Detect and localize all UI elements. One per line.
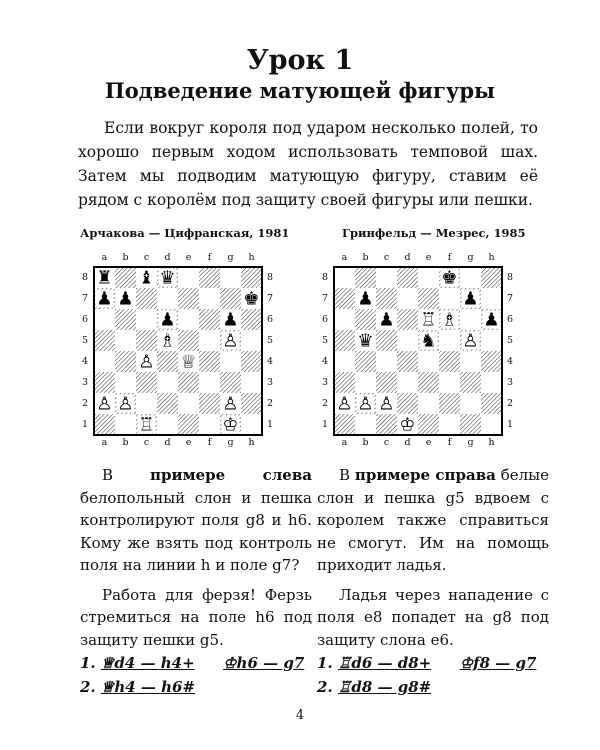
left-paragraph-2: Работа для ферзя! Ферзь стремиться на поле h6 под защиту пешки g5. <box>80 585 312 649</box>
file-label: c <box>143 437 150 448</box>
black-queen-icon: ♛ <box>357 330 374 352</box>
intro-text <box>78 116 538 212</box>
dark-square <box>397 309 418 330</box>
black-bishop-icon: ♝ <box>138 267 155 289</box>
rank-label: 7 <box>506 293 514 304</box>
light-square <box>241 414 262 435</box>
white-bishop-icon: ♗ <box>441 309 458 331</box>
dark-square <box>199 351 220 372</box>
file-label: c <box>143 252 150 263</box>
page-number: 4 <box>295 708 305 723</box>
light-square <box>199 414 220 435</box>
dark-square <box>355 309 376 330</box>
chessboard <box>92 265 264 437</box>
rank-label: 2 <box>266 398 274 409</box>
dark-square <box>355 267 376 288</box>
file-label: h <box>248 437 255 448</box>
rank-label: 5 <box>506 335 514 346</box>
file-label: d <box>404 437 411 448</box>
light-square <box>439 330 460 351</box>
black-pawn-icon: ♟ <box>378 309 395 331</box>
dark-square <box>481 267 502 288</box>
dark-square <box>334 372 355 393</box>
light-square <box>115 330 136 351</box>
file-label: b <box>122 252 129 263</box>
black-pawn-icon: ♟ <box>159 309 176 331</box>
white-bishop-icon: ♗ <box>159 330 176 352</box>
black-rook-icon: ♜ <box>96 267 113 289</box>
dark-square <box>241 267 262 288</box>
file-label: e <box>425 437 432 448</box>
right-white-move-2: ♖d8 — g8# <box>337 678 432 696</box>
dark-square <box>460 372 481 393</box>
right-paragraph-2: Ладья через нападение с поля e8 попадет на g8 под защиту слона e6. <box>317 585 549 649</box>
light-square <box>376 351 397 372</box>
left-chess-diagram <box>77 250 277 450</box>
white-rook-icon: ♖ <box>420 309 437 331</box>
file-label: b <box>362 437 369 448</box>
white-pawn-icon: ♙ <box>222 393 239 415</box>
left-black-move-1: ♔h6 — g7 <box>223 654 305 672</box>
rank-label: 3 <box>506 377 514 388</box>
light-square <box>334 309 355 330</box>
dark-square <box>376 414 397 435</box>
light-square <box>94 351 115 372</box>
light-square <box>418 393 439 414</box>
light-square <box>178 267 199 288</box>
dark-square <box>136 372 157 393</box>
dark-square <box>241 351 262 372</box>
file-label: d <box>404 252 411 263</box>
left-paragraph-1: В примере слева белопольный слон и пешка контролируют поля g8 и h6. Кому же взять под контроль поля на линии h и поле g7? <box>80 466 312 574</box>
left-white-move-2: ♕h4 — h6# <box>100 678 196 696</box>
dark-square <box>178 330 199 351</box>
light-square <box>376 267 397 288</box>
dark-square <box>199 393 220 414</box>
dark-square <box>418 372 439 393</box>
rank-label: 4 <box>266 356 274 367</box>
dark-square <box>355 351 376 372</box>
light-square <box>334 351 355 372</box>
light-square <box>334 267 355 288</box>
light-square <box>199 372 220 393</box>
white-queen-icon: ♕ <box>180 351 197 373</box>
white-pawn-icon: ♙ <box>336 393 353 415</box>
dark-square <box>220 372 241 393</box>
right-move-line-1: 1. ♖d6 — d8+ ♔f8 — g7 <box>317 654 537 672</box>
light-square <box>397 372 418 393</box>
rank-label: 2 <box>321 398 329 409</box>
dark-square <box>220 288 241 309</box>
light-square <box>355 372 376 393</box>
intro-paragraph: Если вокруг короля под ударом несколько полей, то хорошо первым ходом использовать темповой шах. Затем мы подводим матующую фигуру, ставим её рядом с королём под защиту своей фигуры или пешки. <box>78 119 538 209</box>
light-square <box>115 372 136 393</box>
rank-label: 3 <box>266 377 274 388</box>
right-black-move-1: ♔f8 — g7 <box>459 654 537 672</box>
black-king-icon: ♚ <box>441 267 458 289</box>
left-diagram-caption: Арчакова — Цифранская, 1981 <box>80 226 290 240</box>
dark-square <box>397 267 418 288</box>
rank-label: 6 <box>81 314 89 325</box>
dark-square <box>460 414 481 435</box>
light-square <box>481 414 502 435</box>
dark-square <box>178 414 199 435</box>
file-label: e <box>185 252 192 263</box>
rank-label: 8 <box>321 272 329 283</box>
chessboard <box>332 265 504 437</box>
file-label: b <box>362 252 369 263</box>
light-square <box>136 309 157 330</box>
dark-square <box>418 414 439 435</box>
light-square <box>199 288 220 309</box>
file-label: a <box>101 437 108 448</box>
file-label: a <box>341 437 348 448</box>
light-square <box>115 414 136 435</box>
dark-square <box>199 267 220 288</box>
file-label: a <box>101 252 108 263</box>
dark-square <box>115 351 136 372</box>
light-square <box>439 414 460 435</box>
file-label: h <box>248 252 255 263</box>
light-square <box>418 267 439 288</box>
rank-label: 8 <box>81 272 89 283</box>
light-square <box>157 372 178 393</box>
left-move-line-1: 1. ♕d4 — h4+ ♔h6 — g7 <box>80 654 305 672</box>
file-label: f <box>207 437 212 448</box>
rank-labels-right <box>504 267 516 435</box>
light-square <box>178 393 199 414</box>
rank-label: 6 <box>266 314 274 325</box>
black-pawn-icon: ♟ <box>96 288 113 310</box>
rank-label: 1 <box>266 419 274 430</box>
dark-square <box>115 309 136 330</box>
dark-square <box>439 351 460 372</box>
file-label: e <box>425 252 432 263</box>
file-label: b <box>122 437 129 448</box>
dark-square <box>397 393 418 414</box>
light-square <box>460 393 481 414</box>
black-pawn-icon: ♟ <box>462 288 479 310</box>
black-pawn-icon: ♟ <box>117 288 134 310</box>
light-square <box>355 414 376 435</box>
white-pawn-icon: ♙ <box>138 351 155 373</box>
file-label: c <box>383 437 390 448</box>
dark-square <box>94 414 115 435</box>
white-pawn-icon: ♙ <box>222 330 239 352</box>
light-square <box>397 330 418 351</box>
right-white-move-1: ♖d6 — d8+ <box>337 654 432 672</box>
black-knight-icon: ♞ <box>420 330 437 352</box>
rank-labels-left <box>319 267 331 435</box>
black-pawn-icon: ♟ <box>357 288 374 310</box>
rank-label: 2 <box>81 398 89 409</box>
white-pawn-icon: ♙ <box>96 393 113 415</box>
dark-square <box>334 414 355 435</box>
light-square <box>178 309 199 330</box>
rank-labels-right <box>264 267 276 435</box>
dark-square <box>178 288 199 309</box>
dark-square <box>334 288 355 309</box>
black-pawn-icon: ♟ <box>483 309 500 331</box>
right-move-line-2: 2. ♖d8 — g8# <box>317 678 432 696</box>
light-square <box>136 393 157 414</box>
dark-square <box>481 351 502 372</box>
white-pawn-icon: ♙ <box>462 330 479 352</box>
light-square <box>94 309 115 330</box>
rank-label: 7 <box>321 293 329 304</box>
dark-square <box>199 309 220 330</box>
rank-label: 4 <box>81 356 89 367</box>
rank-labels-left <box>79 267 91 435</box>
light-square <box>481 288 502 309</box>
file-label: c <box>383 252 390 263</box>
dark-square <box>241 393 262 414</box>
light-square <box>397 288 418 309</box>
file-label: f <box>447 437 452 448</box>
rank-label: 1 <box>506 419 514 430</box>
rank-label: 3 <box>81 377 89 388</box>
rank-label: 6 <box>506 314 514 325</box>
white-pawn-icon: ♙ <box>378 393 395 415</box>
white-rook-icon: ♖ <box>138 414 155 436</box>
light-square <box>439 288 460 309</box>
right-paragraph-1: В примере справа белые слон и пешка g5 вдвоем с королем также справиться не смогут. Им на помощь приходит ладья. <box>317 466 549 574</box>
rank-label: 1 <box>321 419 329 430</box>
light-square <box>460 309 481 330</box>
light-square <box>241 372 262 393</box>
left-column-text <box>80 464 312 658</box>
rank-label: 6 <box>321 314 329 325</box>
dark-square <box>481 393 502 414</box>
dark-square <box>94 372 115 393</box>
black-queen-icon: ♛ <box>159 267 176 289</box>
right-diagram-caption: Гринфельд — Мезрес, 1985 <box>342 226 526 240</box>
dark-square <box>397 351 418 372</box>
black-king-icon: ♚ <box>243 288 260 310</box>
rank-label: 2 <box>506 398 514 409</box>
rank-label: 1 <box>81 419 89 430</box>
dark-square <box>136 288 157 309</box>
right-column-text <box>317 464 549 658</box>
file-label: f <box>207 252 212 263</box>
dark-square <box>334 330 355 351</box>
rank-label: 7 <box>266 293 274 304</box>
dark-square <box>439 393 460 414</box>
dark-square <box>241 309 262 330</box>
dark-square <box>178 372 199 393</box>
rank-label: 5 <box>266 335 274 346</box>
dark-square <box>376 372 397 393</box>
white-pawn-icon: ♙ <box>357 393 374 415</box>
right-chess-diagram <box>317 250 517 450</box>
dark-square <box>115 267 136 288</box>
light-square <box>481 372 502 393</box>
light-square <box>439 372 460 393</box>
light-square <box>157 414 178 435</box>
file-labels-top <box>94 252 262 264</box>
rank-label: 4 <box>321 356 329 367</box>
file-label: h <box>488 437 495 448</box>
light-square <box>220 267 241 288</box>
file-label: d <box>164 252 171 263</box>
file-label: f <box>447 252 452 263</box>
left-move-line-2: 2. ♕h4 — h6# <box>80 678 196 696</box>
lesson-title: Урок 1 <box>246 45 354 76</box>
light-square <box>460 351 481 372</box>
file-label: g <box>467 437 474 448</box>
dark-square <box>376 288 397 309</box>
file-labels-bottom <box>334 437 502 449</box>
file-label: h <box>488 252 495 263</box>
rank-label: 3 <box>321 377 329 388</box>
dark-square <box>157 351 178 372</box>
dark-square <box>376 330 397 351</box>
file-label: g <box>227 252 234 263</box>
rank-label: 5 <box>81 335 89 346</box>
left-white-move-1: ♕d4 — h4+ <box>100 654 195 672</box>
light-square <box>418 351 439 372</box>
rank-label: 8 <box>266 272 274 283</box>
file-label: d <box>164 437 171 448</box>
light-square <box>199 330 220 351</box>
rank-label: 4 <box>506 356 514 367</box>
file-labels-top <box>334 252 502 264</box>
file-label: a <box>341 252 348 263</box>
dark-square <box>136 330 157 351</box>
lesson-subtitle: Подведение матующей фигуры <box>104 78 496 103</box>
light-square <box>157 288 178 309</box>
white-king-icon: ♔ <box>399 414 416 436</box>
file-label: g <box>467 252 474 263</box>
light-square <box>241 330 262 351</box>
file-labels-bottom <box>94 437 262 449</box>
white-king-icon: ♔ <box>222 414 239 436</box>
dark-square <box>157 393 178 414</box>
rank-label: 7 <box>81 293 89 304</box>
rank-label: 5 <box>321 335 329 346</box>
rank-label: 8 <box>506 272 514 283</box>
file-label: g <box>227 437 234 448</box>
black-pawn-icon: ♟ <box>222 309 239 331</box>
dark-square <box>94 330 115 351</box>
dark-square <box>418 288 439 309</box>
white-pawn-icon: ♙ <box>117 393 134 415</box>
light-square <box>481 330 502 351</box>
file-label: e <box>185 437 192 448</box>
light-square <box>220 351 241 372</box>
light-square <box>460 267 481 288</box>
